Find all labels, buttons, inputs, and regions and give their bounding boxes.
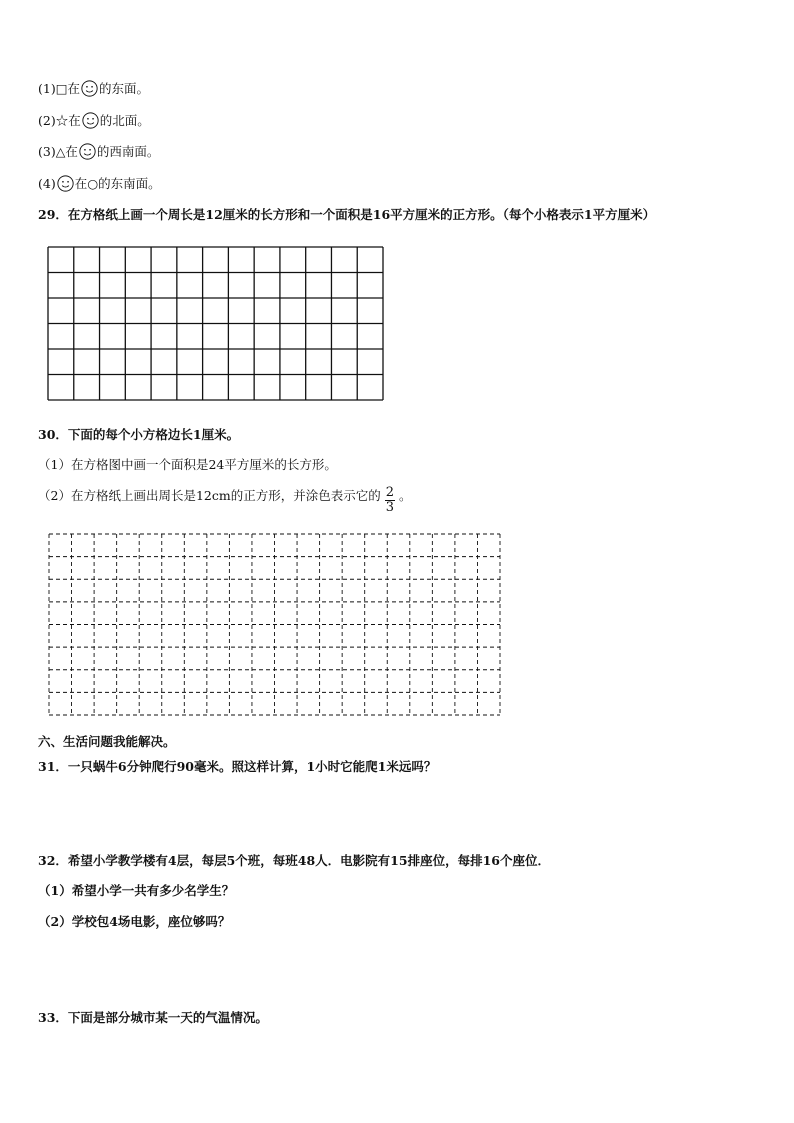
- section-six-title: 六、生活问题我能解决。: [38, 734, 176, 749]
- item-pre-text: ☆在: [55, 113, 81, 128]
- q33-text: 33．下面是部分城市某一天的气温情况。: [38, 1010, 268, 1025]
- fraction: [385, 486, 395, 515]
- q28-item-2: [38, 112, 150, 130]
- q30-sub2-end: 。: [399, 488, 412, 503]
- item-post-text: 的东面。: [99, 81, 150, 96]
- fraction-numerator: 2: [385, 485, 394, 500]
- q30-sub1: （1）在方格图中画一个面积是24平方厘米的长方形。: [38, 457, 337, 472]
- smiley-face-icon: [82, 112, 99, 129]
- item-post-text: 的北面。: [99, 113, 150, 128]
- q28-item-1: [38, 80, 149, 98]
- dashed-grid-paper: [48, 533, 501, 716]
- q30-text: 30．下面的每个小方格边长1厘米。: [38, 427, 240, 442]
- smiley-face-icon: [79, 143, 96, 160]
- item-number: (1): [38, 81, 56, 96]
- fraction-denominator: 3: [385, 500, 394, 515]
- square-grid-paper: [47, 246, 384, 401]
- item-post-text: 的西南面。: [96, 144, 160, 159]
- q28-item-3: [38, 143, 159, 161]
- smiley-face-icon: [81, 80, 98, 97]
- q30-sub2: [38, 486, 412, 515]
- item-number: (3): [38, 144, 56, 159]
- item-number: (4): [38, 176, 56, 191]
- q28-item-4: [38, 175, 161, 193]
- item-pre-text: △在: [55, 144, 78, 159]
- smiley-face-icon: [57, 175, 74, 192]
- q32-text: 32．希望小学教学楼有4层，每层5个班，每班48人．电影院有15排座位，每排16个座位．: [38, 853, 550, 868]
- q30-sub2-text: （2）在方格纸上画出周长是12cm的正方形，并涂色表示它的: [38, 488, 381, 503]
- q32-sub1: （1）希望小学一共有多少名学生？: [38, 883, 235, 898]
- q29-text: 29．在方格纸上画一个周长是12厘米的长方形和一个面积是16平方厘米的正方形。（每个小格表示1平方厘米）: [38, 207, 656, 222]
- q31-text: 31．一只蜗牛6分钟爬行90毫米。照这样计算，1小时它能爬1米远吗？: [38, 759, 437, 774]
- q32-sub2: （2）学校包4场电影，座位够吗？: [38, 914, 231, 929]
- item-pre-text: 在○的东南面。: [74, 176, 161, 191]
- item-number: (2): [38, 113, 56, 128]
- item-pre-text: □在: [55, 81, 81, 96]
